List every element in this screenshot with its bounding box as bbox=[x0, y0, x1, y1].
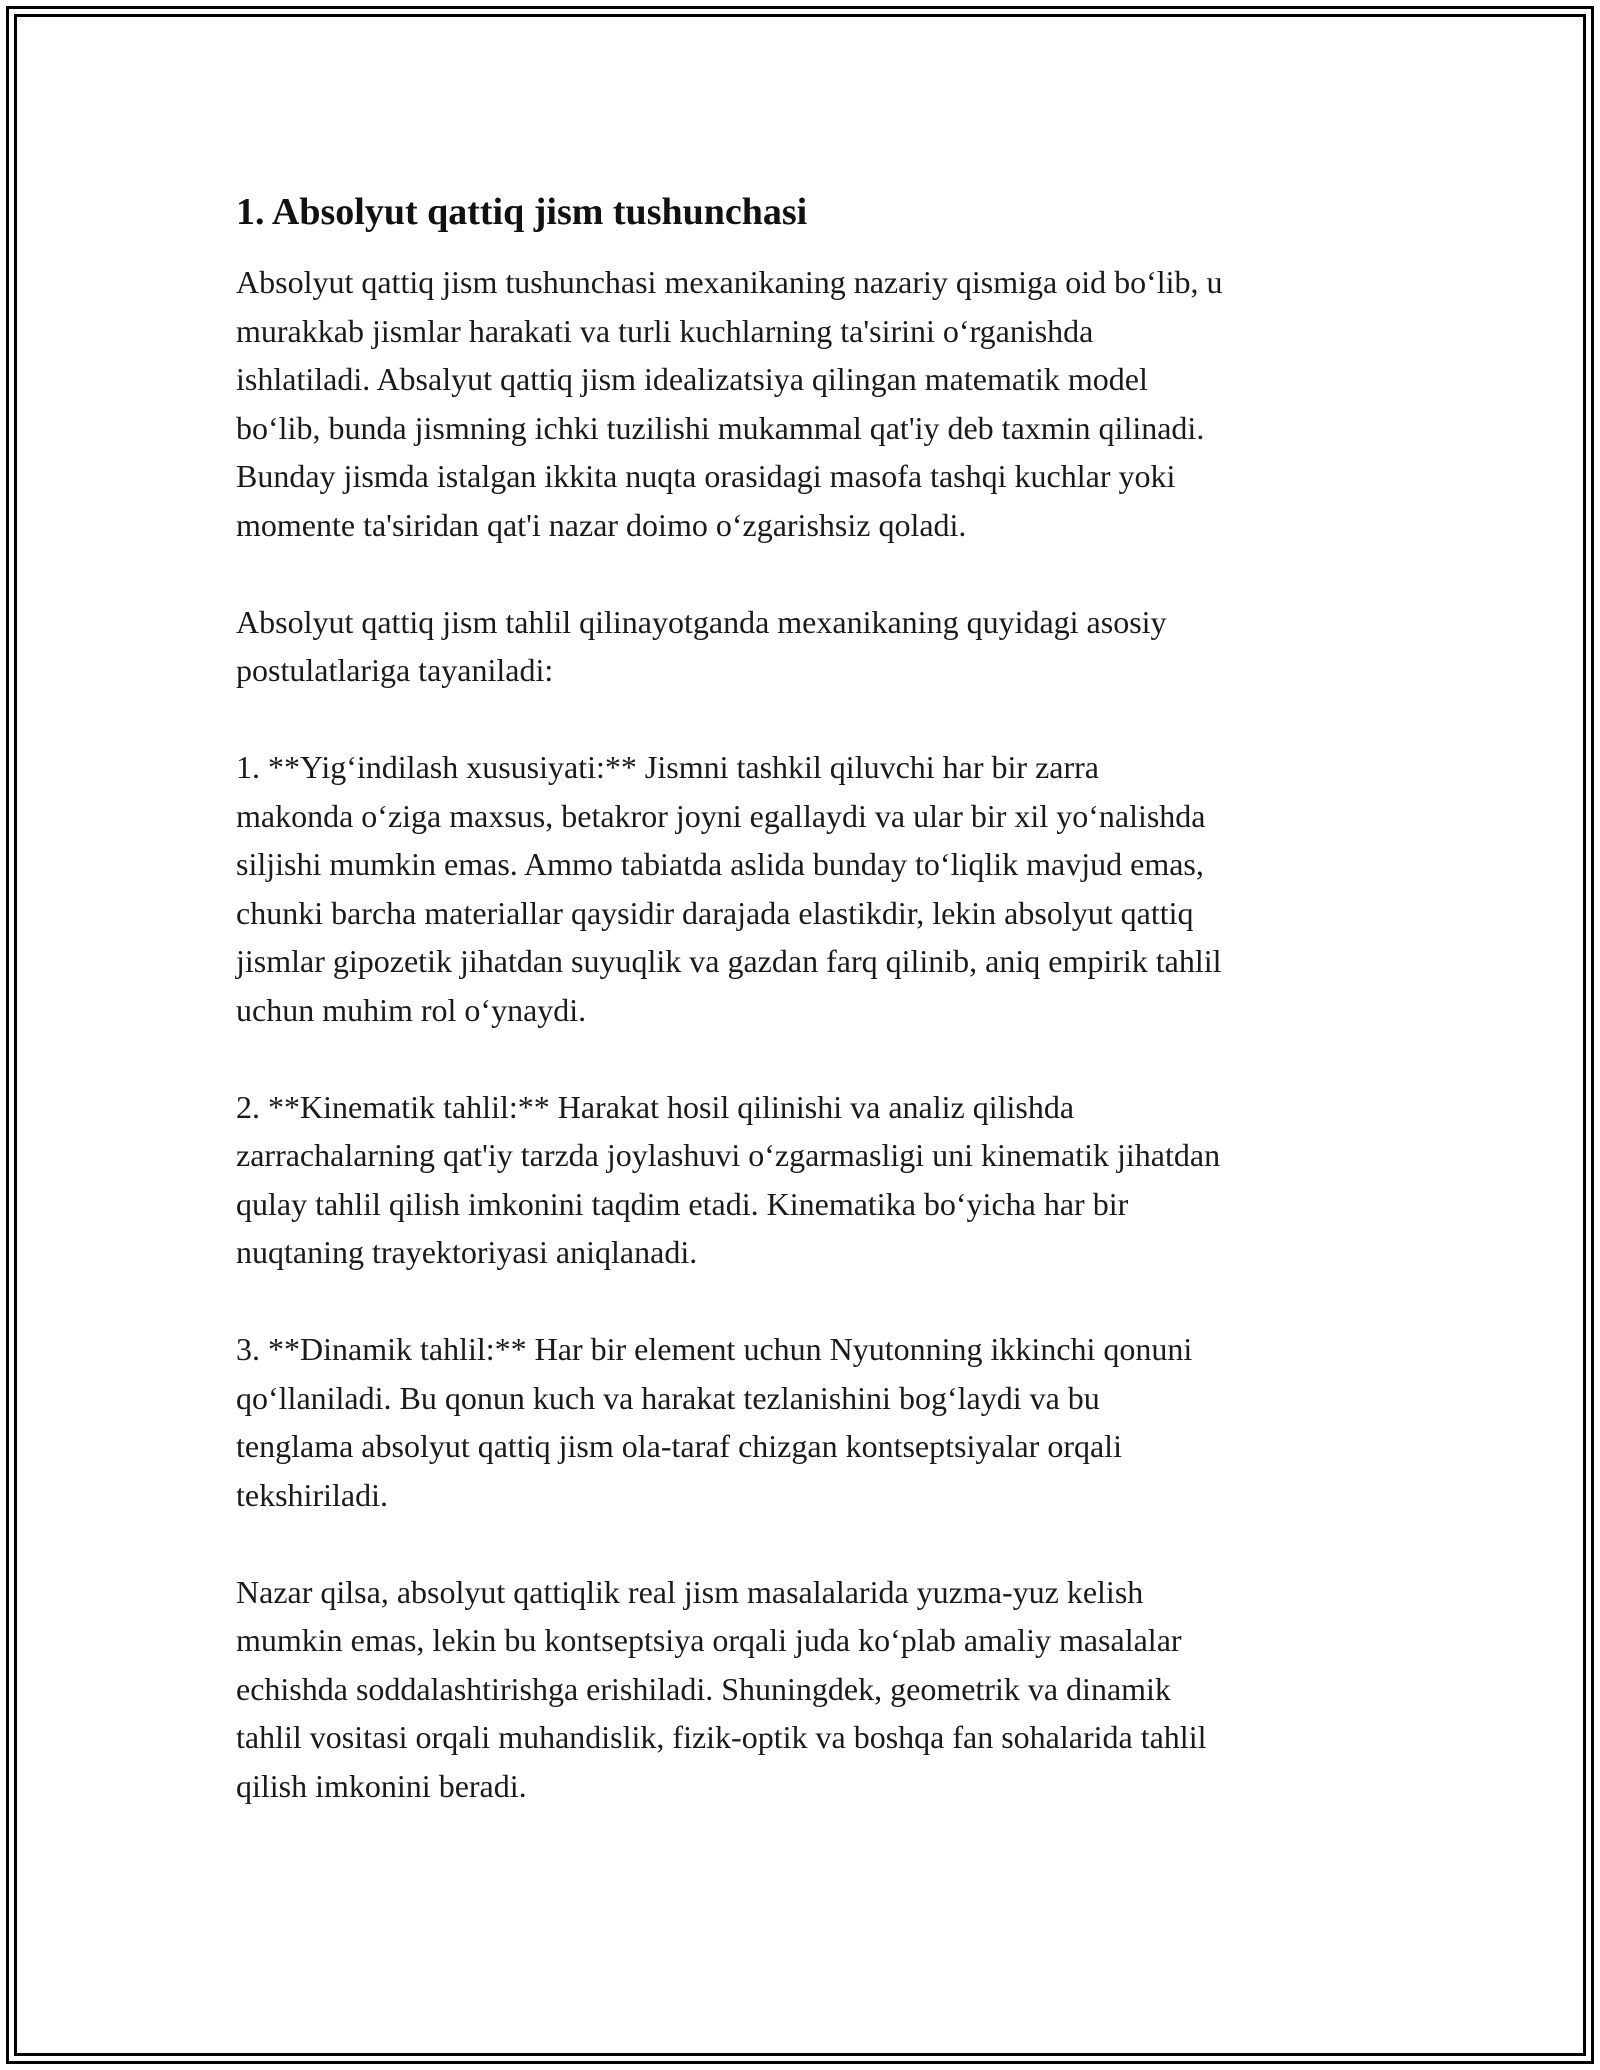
paragraph-line: qulay tahlil qilish imkonini taqdim etadi. Kinematika bo‘yicha har bir bbox=[236, 1185, 1129, 1222]
paragraph-line: qilish imkonini beradi. bbox=[236, 1767, 527, 1804]
paragraph-line: uchun muhim rol o‘ynaydi. bbox=[236, 991, 587, 1028]
section-heading: 1. Absolyut qattiq jism tushunchasi bbox=[236, 191, 808, 233]
paragraph-line: tahlil vositasi orqali muhandislik, fizik-optik va boshqa fan sohalarida tahlil bbox=[236, 1719, 1207, 1755]
paragraph-line: Absolyut qattiq jism tahlil qilinayotganda mexanikaning quyidagi asosiy bbox=[236, 603, 1167, 640]
paragraph-line: zarrachalarning qat'iy tarzda joylashuvi o‘zgarmasligi uni kinematik jihatdan bbox=[236, 1137, 1221, 1173]
paragraph bbox=[236, 1083, 1386, 1277]
paragraph-line: bo‘lib, bunda jismning ichki tuzilishi mukammal qat'iy deb taxmin qilinadi. bbox=[236, 409, 1205, 446]
paragraph-line: momente ta'siridan qat'i nazar doimo o‘zgarishsiz qoladi. bbox=[236, 506, 967, 543]
paragraph bbox=[236, 743, 1386, 1034]
paragraph-line: postulatlariga tayaniladi: bbox=[236, 652, 554, 688]
paragraph-line: tekshiriladi. bbox=[236, 1476, 388, 1513]
paragraph-list bbox=[236, 258, 1386, 1810]
paragraph-line: 2. **Kinematik tahlil:** Harakat hosil qilinishi va analiz qilishda bbox=[236, 1088, 1075, 1125]
paragraph bbox=[236, 1568, 1386, 1811]
paragraph-line: 1. **Yig‘indilash xususiyati:** Jismni tashkil qiluvchi har bir zarra bbox=[236, 749, 1099, 785]
paragraph-line: jismlar gipozetik jihatdan suyuqlik va gazdan farq qilinib, aniq empirik tahlil bbox=[236, 943, 1222, 979]
document-body bbox=[236, 188, 1386, 1859]
paragraph bbox=[236, 598, 1386, 695]
paragraph-line: siljishi mumkin emas. Ammo tabiatda aslida bunday to‘liqlik mavjud emas, bbox=[236, 846, 1204, 882]
paragraph-line: chunki barcha materiallar qaysidir darajada elastikdir, lekin absolyut qattiq bbox=[236, 894, 1194, 931]
paragraph-line: Bunday jismda istalgan ikkita nuqta orasidagi masofa tashqi kuchlar yoki bbox=[236, 458, 1176, 494]
paragraph-line: Nazar qilsa, absolyut qattiqlik real jism masalalarida yuzma-yuz kelish bbox=[236, 1573, 1144, 1610]
paragraph-line: echishda soddalashtirishga erishiladi. Shuningdek, geometrik va dinamik bbox=[236, 1670, 1171, 1707]
paragraph bbox=[236, 258, 1386, 549]
paragraph-line: qo‘llaniladi. Bu qonun kuch va harakat tezlanishini bog‘laydi va bu bbox=[236, 1379, 1100, 1416]
paragraph-line: tenglama absolyut qattiq jism ola-taraf chizgan kontseptsiyalar orqali bbox=[236, 1428, 1122, 1464]
paragraph bbox=[236, 1325, 1386, 1519]
paragraph-line: makonda o‘ziga maxsus, betakror joyni egallaydi va ular bir xil yo‘nalishda bbox=[236, 797, 1206, 834]
paragraph-line: 3. **Dinamik tahlil:** Har bir element uchun Nyutonning ikkinchi qonuni bbox=[236, 1331, 1193, 1367]
paragraph-line: murakkab jismlar harakati va turli kuchlarning ta'sirini o‘rganishda bbox=[236, 312, 1094, 349]
paragraph-line: Absolyut qattiq jism tushunchasi mexanikaning nazariy qismiga oid bo‘lib, u bbox=[236, 264, 1223, 300]
paragraph-line: ishlatiladi. Absalyut qattiq jism idealizatsiya qilingan matematik model bbox=[236, 361, 1148, 397]
paragraph-line: mumkin emas, lekin bu kontseptsiya orqali juda ko‘plab amaliy masalalar bbox=[236, 1622, 1182, 1658]
paragraph-line: nuqtaning trayektoriyasi aniqlanadi. bbox=[236, 1234, 698, 1270]
